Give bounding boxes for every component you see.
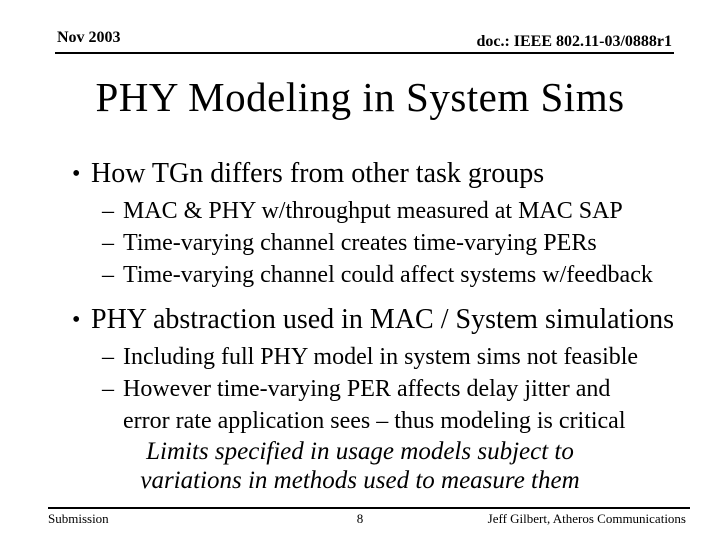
sub-bullet-text: Time-varying channel creates time-varying PERs xyxy=(123,230,597,256)
bullet-item xyxy=(72,157,692,191)
note-line: variations in methods used to measure them xyxy=(140,467,580,494)
bullet-text: PHY abstraction used in MAC / System simulations xyxy=(91,304,675,335)
dash-bullet-icon: – xyxy=(102,198,114,224)
footer-author: Jeff Gilbert, Atheros Communications xyxy=(487,511,686,526)
bullet-icon: • xyxy=(72,161,81,187)
sub-bullet-text xyxy=(123,373,626,437)
bullet-item xyxy=(72,303,692,337)
sub-bullet-line: However time-varying PER affects delay jitter and xyxy=(123,376,611,402)
sub-bullet-item xyxy=(102,227,692,259)
sub-bullet-item xyxy=(102,341,692,373)
bullet-text: How TGn differs from other task groups xyxy=(91,158,545,189)
note-line: Limits specified in usage models subject to xyxy=(146,438,574,465)
slide-body xyxy=(72,157,692,437)
sub-bullet-item xyxy=(102,195,692,227)
dash-bullet-icon: – xyxy=(102,344,114,370)
header-date: Nov 2003 xyxy=(57,29,121,46)
dash-bullet-icon: – xyxy=(102,262,114,288)
sub-bullet-text: MAC & PHY w/throughput measured at MAC SAP xyxy=(123,198,623,224)
usage-models-note xyxy=(0,437,720,495)
sub-bullet-text: Including full PHY model in system sims not feasible xyxy=(123,344,639,370)
bullet-icon: • xyxy=(72,307,81,333)
footer-rule xyxy=(48,507,690,509)
sub-bullet-text: Time-varying channel could affect systems w/feedback xyxy=(123,262,653,288)
footer-page-number: 8 xyxy=(356,511,364,526)
header-doc-number: doc.: IEEE 802.11-03/0888r1 xyxy=(476,33,672,50)
dash-bullet-icon: – xyxy=(102,376,114,402)
sub-bullet-item xyxy=(102,259,692,291)
dash-bullet-icon: – xyxy=(102,230,114,256)
slide-title: PHY Modeling in System Sims xyxy=(95,74,625,120)
sub-bullet-item xyxy=(102,373,692,437)
sub-bullet-line: error rate application sees – thus modeling is critical xyxy=(123,408,626,434)
footer-submission-label: Submission xyxy=(48,511,109,526)
header-rule xyxy=(55,52,674,54)
